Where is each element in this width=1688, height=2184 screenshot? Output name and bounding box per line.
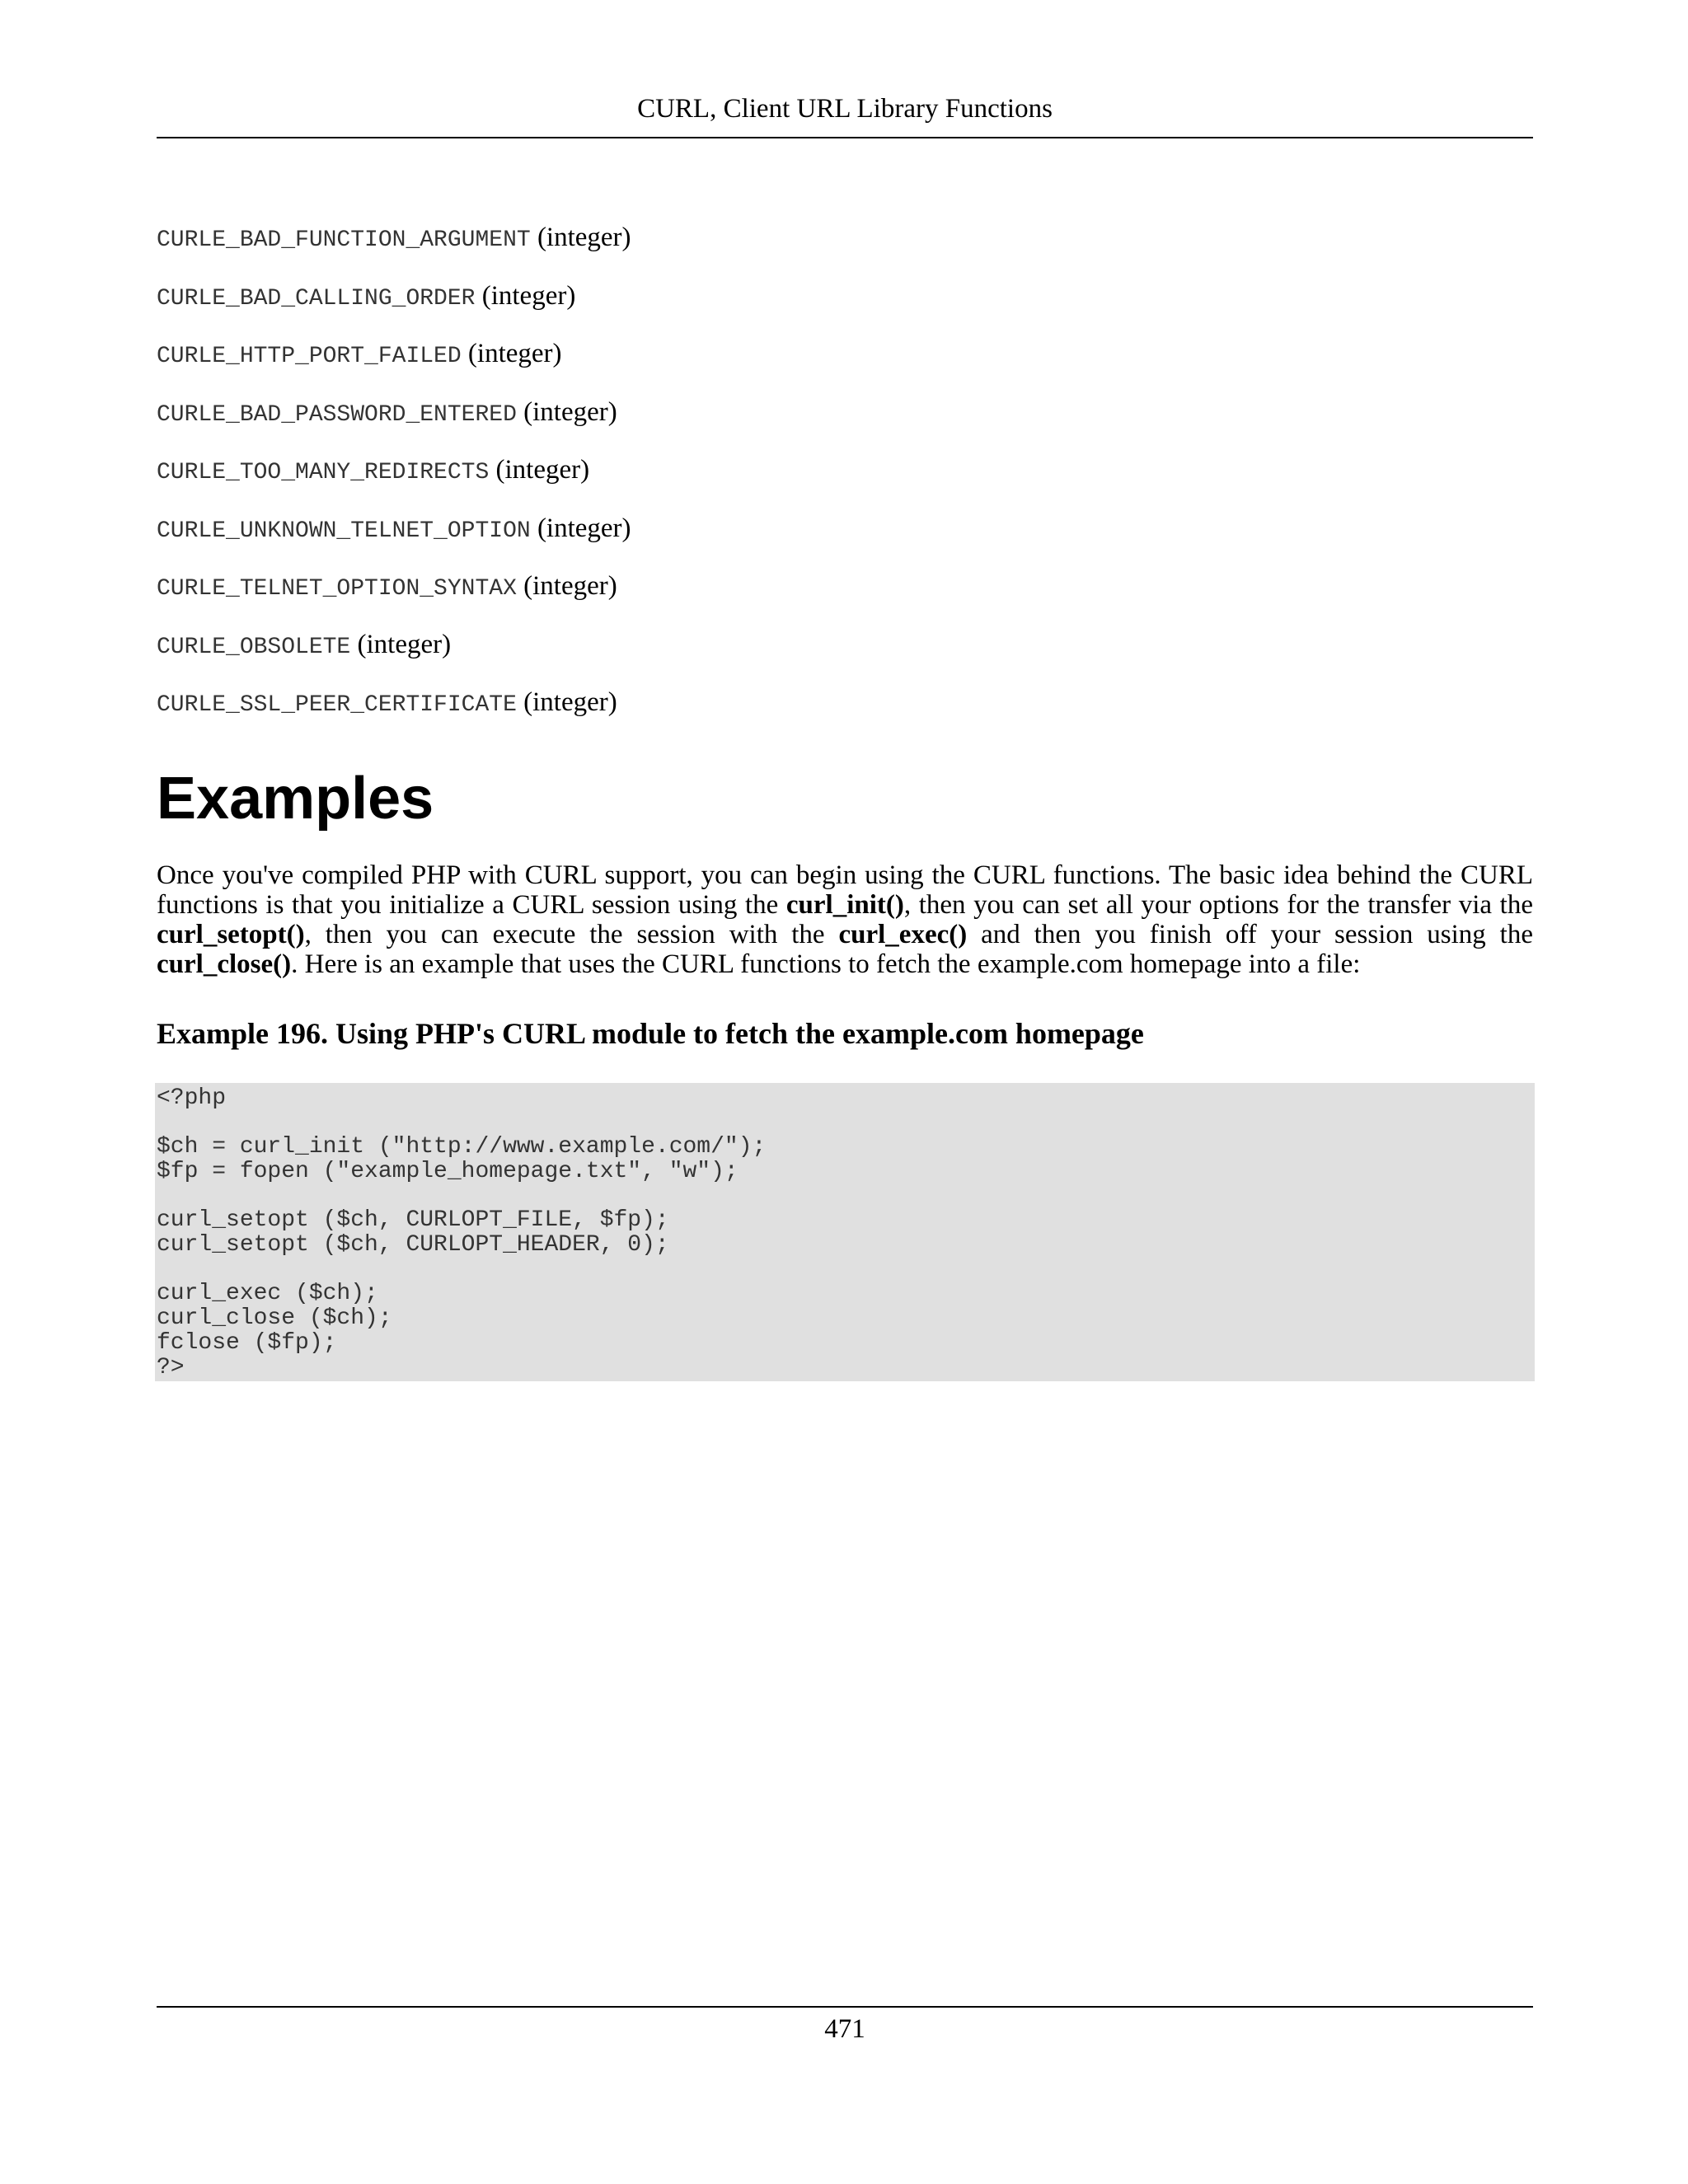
constant-name: CURLE_OBSOLETE xyxy=(157,634,351,660)
constant-name: CURLE_HTTP_PORT_FAILED xyxy=(157,344,462,369)
constant-type: (integer) xyxy=(495,455,590,485)
function-name-curl-close: curl_close() xyxy=(157,949,292,979)
intro-text: and then you finish off your session using the xyxy=(967,920,1533,949)
constant-item xyxy=(157,221,1533,279)
constant-name: CURLE_TOO_MANY_REDIRECTS xyxy=(157,460,490,485)
code-blank-line xyxy=(157,1111,1535,1135)
footer-rule xyxy=(157,2006,1533,2008)
intro-paragraph xyxy=(157,860,1533,979)
code-block xyxy=(155,1083,1535,1381)
function-name-curl-exec: curl_exec() xyxy=(838,920,968,949)
constant-item xyxy=(157,337,1533,396)
page-number: 471 xyxy=(824,2014,865,2044)
constant-name: CURLE_BAD_CALLING_ORDER xyxy=(157,285,476,312)
constant-item xyxy=(157,686,1533,744)
constant-name: CURLE_TELNET_OPTION_SYNTAX xyxy=(157,576,517,602)
constant-type: (integer) xyxy=(467,339,562,368)
intro-text: , then you can set all your options for the transfer via the xyxy=(903,890,1533,920)
constant-item xyxy=(157,512,1533,570)
code-line: fclose ($fp); xyxy=(157,1330,337,1356)
code-blank-line xyxy=(157,1258,1535,1282)
intro-text: . Here is an example that uses the CURL functions to fetch the example.com homepage into a file: xyxy=(291,949,1361,979)
constant-type: (integer) xyxy=(537,513,631,543)
code-listing xyxy=(155,1083,1535,1380)
constant-name: CURLE_SSL_PEER_CERTIFICATE xyxy=(157,692,517,718)
constant-type: (integer) xyxy=(357,629,452,659)
constant-type: (integer) xyxy=(523,396,617,427)
example-title: Example 196. Using PHP's CURL module to fetch the example.com homepage xyxy=(157,1017,1144,1050)
code-line: ?> xyxy=(157,1355,185,1380)
code-line: curl_setopt ($ch, CURLOPT_FILE, $fp); xyxy=(157,1207,669,1233)
header-rule xyxy=(157,137,1533,138)
constant-type: (integer) xyxy=(523,687,617,717)
intro-text: Once you've compiled PHP with CURL support, you can begin using the CURL functions. The basic idea behind the CURL functions is that you initialize a CURL session using the xyxy=(157,860,1533,920)
intro-text: , then you can execute the session with the xyxy=(304,920,839,949)
constants-list xyxy=(157,221,1533,744)
constant-item xyxy=(157,396,1533,454)
constant-item xyxy=(157,279,1533,338)
constant-name: CURLE_BAD_PASSWORD_ENTERED xyxy=(157,401,517,428)
constant-name: CURLE_BAD_FUNCTION_ARGUMENT xyxy=(157,227,531,253)
function-name-curl-setopt: curl_setopt() xyxy=(157,920,305,949)
code-blank-line xyxy=(157,1184,1535,1208)
code-line: $ch = curl_init ("http://www.example.com/"); xyxy=(157,1134,767,1160)
constant-name: CURLE_UNKNOWN_TELNET_OPTION xyxy=(157,518,531,544)
function-name-curl-init: curl_init() xyxy=(785,890,904,920)
constant-type: (integer) xyxy=(537,223,631,252)
code-line: curl_setopt ($ch, CURLOPT_HEADER, 0); xyxy=(157,1232,669,1258)
constant-type: (integer) xyxy=(523,571,617,601)
section-title: Examples xyxy=(157,766,434,832)
code-line: curl_close ($ch); xyxy=(157,1305,392,1331)
code-line: $fp = fopen ("example_homepage.txt", "w"); xyxy=(157,1159,738,1184)
constant-item xyxy=(157,453,1533,512)
constant-item xyxy=(157,628,1533,687)
code-line: <?php xyxy=(157,1085,227,1111)
code-line: curl_exec ($ch); xyxy=(157,1281,378,1306)
constant-item xyxy=(157,569,1533,628)
running-header: CURL, Client URL Library Functions xyxy=(637,94,1053,124)
constant-type: (integer) xyxy=(481,280,576,311)
